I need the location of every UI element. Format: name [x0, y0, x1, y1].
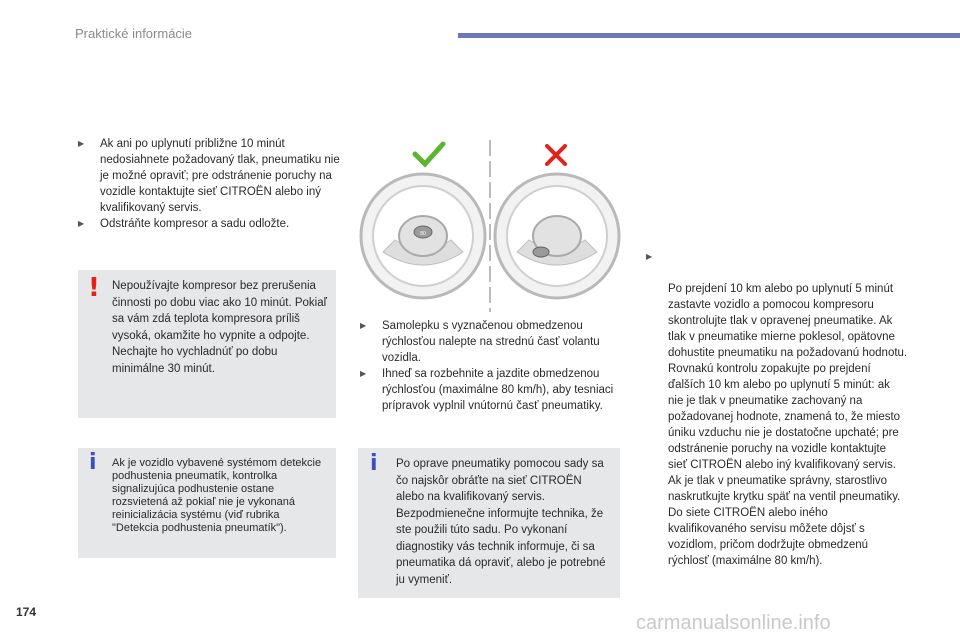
info-text: Po oprave pneumatiky pomocou sady sa čo najskôr obráťte na sieť CITROËN alebo na kvalifikovaný servis. Bezpodmienečne informujte technika, že ste použili túto sadu. Po vykonaní diagnostiky vás technik informuje, či sa pneumatika dá opraviť, alebo je potrebné ju vymeniť.: [396, 458, 606, 586]
warning-text: Nepoužívajte kompresor bez prerušenia činnosti po dobu viac ako 10 minút. Pokiaľ sa vám zdá teplota kompresora príliš vysoká, okamžite ho vypnite a odpojte. Nechajte ho vychladnúť po dobu minimálne 30 minút.: [112, 280, 327, 375]
info-icon: i: [370, 451, 378, 476]
list-item: [78, 216, 340, 232]
list-item: [646, 249, 908, 569]
list-item: [360, 366, 622, 414]
steering-wheel-correct: [361, 174, 485, 298]
steering-wheel-incorrect: [495, 174, 619, 298]
svg-text:80: 80: [420, 231, 426, 237]
steering-wheel-illustration: [355, 140, 625, 312]
cross-icon: [547, 146, 565, 164]
warning-box: [78, 270, 336, 418]
bullet-icon: ▶: [78, 139, 85, 148]
speed-limit-sticker: [533, 247, 549, 257]
middle-bullet-list: [360, 318, 622, 414]
info-box-tpms: [78, 448, 336, 558]
bullet-icon: ▶: [360, 321, 367, 330]
bullet-text: Ihneď sa rozbehnite a jazdite obmedzenou rýchlosťou (maximálne 80 km/h), aby tesniaci prípravok vyplnil vnútornú časť pneumatiky.: [382, 368, 614, 412]
bullet-text: Ak ani po uplynutí približne 10 minút nedosiahnete požadovaný tlak, pneumatiku nie je možné opraviť; pre odstránenie poruchy na vozidle kontaktujte sieť CITROËN alebo iný kvalifikovaný servis.: [100, 138, 340, 214]
checkmark-icon: [415, 144, 443, 164]
section-title: Praktické informácie: [75, 26, 193, 41]
bullet-icon: ▶: [646, 252, 653, 261]
bullet-icon: ▶: [78, 219, 85, 228]
page-number: 174: [16, 605, 37, 619]
list-item: [78, 136, 340, 216]
header-accent-bar: [458, 33, 960, 38]
right-bullet-list: [646, 249, 908, 569]
list-item: [360, 318, 622, 366]
bullet-text: Samolepku s vyznačenou obmedzenou rýchlosťou nalepte na strednú časť volantu vozidla.: [382, 320, 600, 364]
exclamation-icon: !: [88, 273, 100, 303]
bullet-text: Odstráňte kompresor a sadu odložte.: [100, 218, 290, 230]
bullet-text: Po prejdení 10 km alebo po uplynutí 5 minút zastavte vozidlo a pomocou kompresoru skontrolujte tlak v opravenej pneumatike. Ak tlak v pneumatike mierne poklesol, opätovne dohustite pneumatiku na požadovanú hodnotu. Rovnakú kontrolu zopakujte po prejdení ďalších 10 km alebo po uplynutí 5 minút: ak nie je tlak v pneumatike zachovaný na požadovanej hodnote, znamená to, že miesto úniku vzduchu nie je dostatočne upchaté; pre odstránenie poruchy na vozidle kontaktujte sieť CITROËN alebo iný kvalifikovaný servis. Ak je tlak v pneumatike správny, starostlivo naskrutkujte krytku späť na ventil pneumatiky. Do siete CITROËN alebo iného kvalifikovaného servisu môžete dôjsť s vozidlom, pričom dodržujte obmedzenú rýchlosť (maximálne 80 km/h).: [668, 283, 908, 567]
bullet-icon: ▶: [360, 369, 367, 378]
info-icon: i: [89, 450, 97, 475]
info-box-repair: [358, 448, 620, 598]
left-bullet-list: [78, 136, 340, 232]
info-text: Ak je vozidlo vybavené systémom detekcie podhustenia pneumatík, kontrolka signalizujúca podhustenie ostane rozsvietená až pokiaľ nie je vykonaná reinicializácia systému (viď rubrika "Detekcia podhustenia pneumatík").: [112, 457, 322, 534]
watermark: carmanualsonline.info: [636, 612, 831, 634]
